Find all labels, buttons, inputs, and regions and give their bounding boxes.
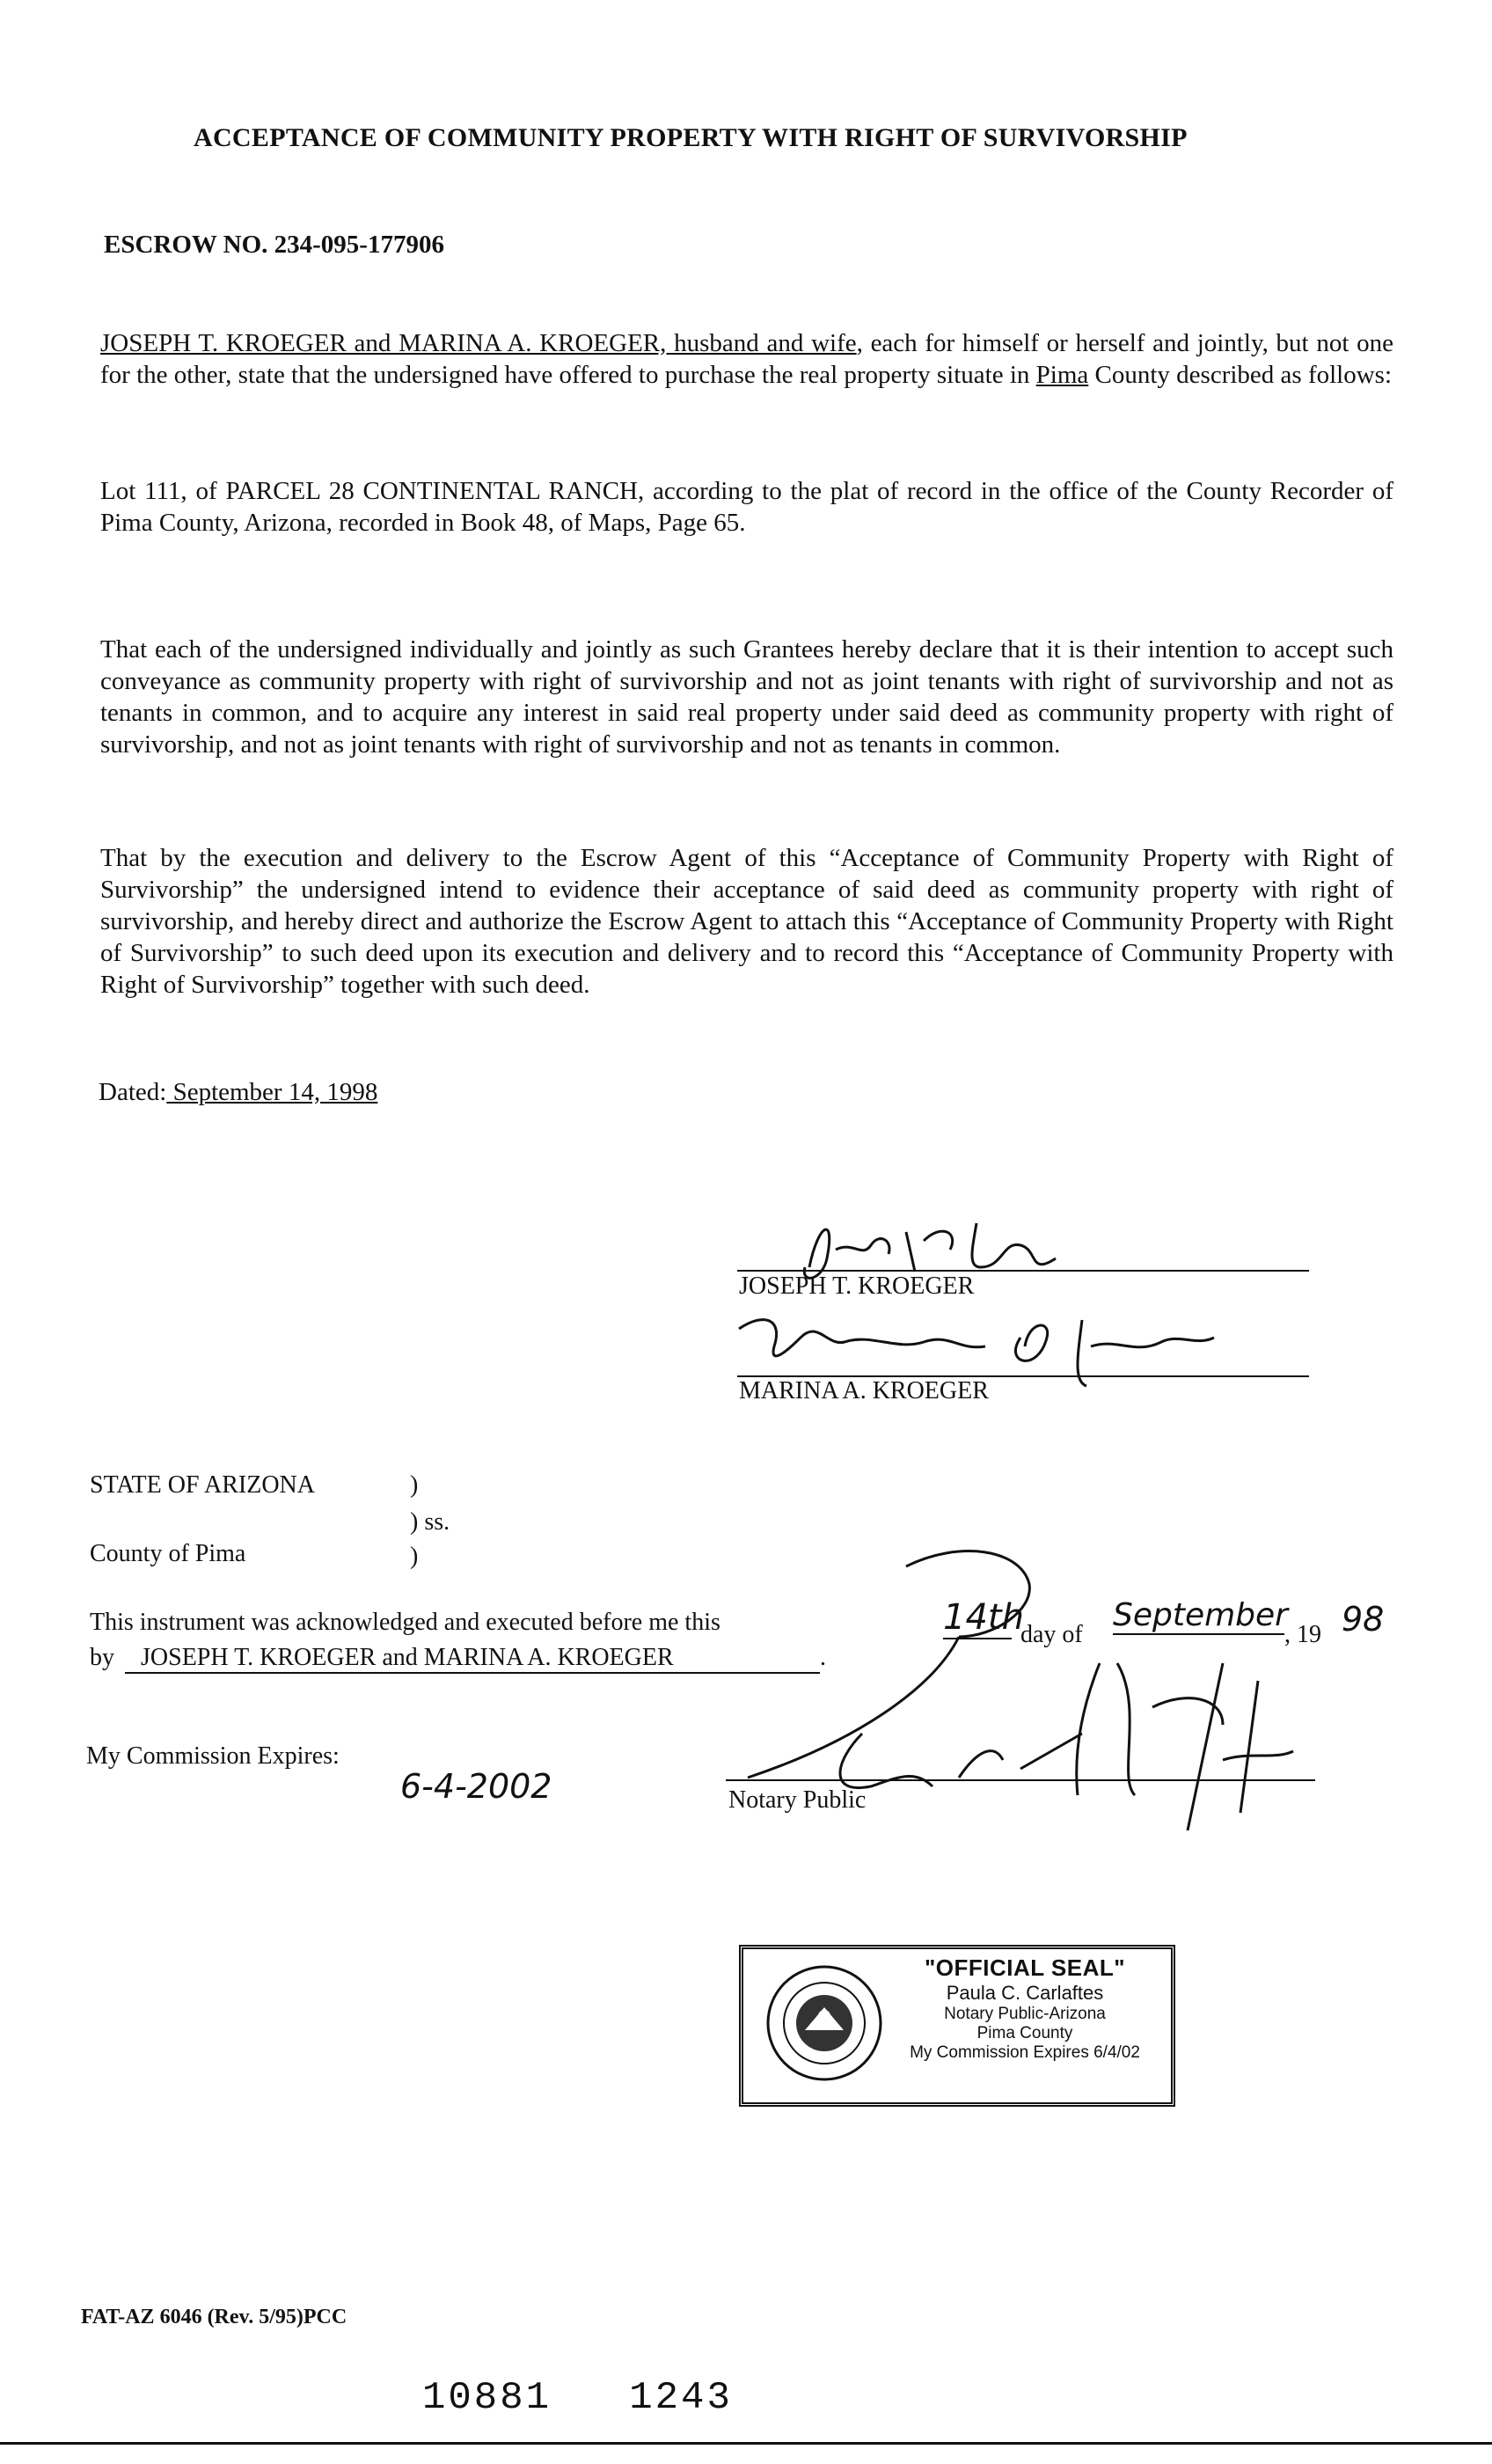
dated-label: Dated: (99, 1078, 167, 1106)
grantee-names: JOSEPH T. KROEGER and MARINA A. KROEGER, husband and wife (100, 329, 857, 357)
ack-text-2: day of (1020, 1621, 1083, 1648)
venue-state: STATE OF ARIZONA (90, 1471, 315, 1499)
declaration-paragraph: That each of the undersigned individually and jointly as such Grantees hereby declare that it is their intention to accept such conveyance as community property with right of survivorship and not as joint tenants with right of survivorship and not as tenants in common, and to acquire any interest in said real property under said deed as community property with right of survivorship, and not as joint tenants with right of survivorship and not as tenants in common. (100, 635, 1393, 759)
escrow-number: ESCROW NO. 234-095-177906 (104, 231, 444, 259)
dated-line (99, 1078, 377, 1107)
ack-year-suffix: 98 (1342, 1600, 1385, 1639)
seal-line-3: Notary Public-Arizona (944, 2005, 1106, 2023)
commission-label: My Commission Expires: (86, 1742, 340, 1770)
ack-by-names: JOSEPH T. KROEGER and MARINA A. KROEGER (141, 1644, 674, 1671)
venue-county: County of Pima (90, 1540, 246, 1567)
bottom-rule (0, 2442, 1492, 2445)
intro-text-1: , each for himself or herself and jointly, but not one for the other, state that the undersigned have offered to purchase the real property situate in (100, 329, 1393, 389)
ack-text-1: This instrument was acknowledged and executed before me this (90, 1609, 720, 1636)
notary-label: Notary Public (728, 1786, 867, 1814)
ack-day: 14th (943, 1597, 1024, 1638)
seal-line-4: Pima County (976, 2024, 1073, 2042)
seal-line-2: Paula C. Carlaftes (946, 1982, 1104, 2004)
intro-text-2: County described as follows: (1088, 361, 1393, 389)
ack-by-label: by (90, 1644, 114, 1671)
recording-number: 10881 1243 (422, 2376, 733, 2420)
document-title: ACCEPTANCE OF COMMUNITY PROPERTY WITH RIGHT OF SURVIVORSHIP (194, 123, 1188, 152)
form-number: FAT-AZ 6046 (Rev. 5/95)PCC (81, 2306, 347, 2328)
arizona-seal-emblem (763, 1962, 886, 2085)
signature-line-1 (737, 1270, 1309, 1272)
ack-month: September (1113, 1597, 1288, 1633)
commission-date: 6-4-2002 (400, 1767, 552, 1806)
venue-paren-2: ) (410, 1543, 419, 1570)
execution-paragraph: That by the execution and delivery to the Escrow Agent of this “Acceptance of Community Property with Right of Survivorship” the undersigned intend to evidence their acceptance of said deed as community property with right of survivorship, and hereby direct and authorize the Escrow Agent to attach this “Acceptance of Community Property with Right of Survivorship” to such deed upon its execution and delivery and to record this “Acceptance of Community Property with Right of Survivorship” together with such deed. (100, 844, 1393, 999)
venue-ss: ) ss. (410, 1508, 450, 1536)
signer-name-2: MARINA A. KROEGER (739, 1377, 989, 1404)
venue-paren-1: ) (410, 1471, 419, 1499)
seal-line-5: My Commission Expires 6/4/02 (910, 2043, 1140, 2062)
ack-year-prefix: , 19 (1284, 1621, 1321, 1648)
official-seal (739, 1945, 1175, 2107)
seal-line-1: "OFFICIAL SEAL" (924, 1954, 1126, 1981)
signer-name-1: JOSEPH T. KROEGER (739, 1272, 975, 1300)
intro-paragraph (100, 327, 1393, 391)
county-name: Pima (1035, 361, 1089, 389)
notary-signature-line (726, 1779, 1315, 1781)
ack-period: . (820, 1644, 826, 1671)
legal-description: Lot 111, of PARCEL 28 CONTINENTAL RANCH, according to the plat of record in the office of the County Recorder of Pima County, Arizona, recorded in Book 48, of Maps, Page 65. (100, 477, 1393, 537)
dated-value: September 14, 1998 (166, 1078, 378, 1106)
ack-by-names-line (125, 1644, 820, 1674)
